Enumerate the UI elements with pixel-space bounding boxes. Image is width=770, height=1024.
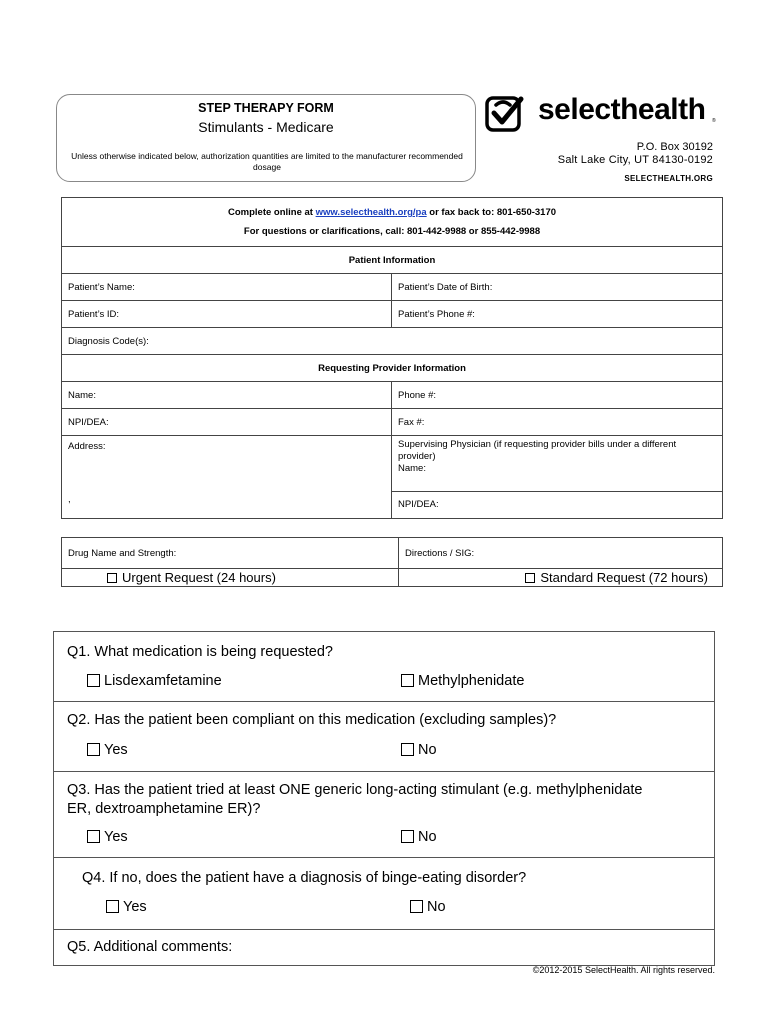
q4-option-no[interactable] [410, 899, 446, 915]
directions-field[interactable]: Directions / SIG: [399, 538, 723, 569]
q1-opt2-label: Methylphenidate [418, 673, 525, 689]
supervising-name-label: Name: [398, 463, 426, 474]
q2-option-no[interactable] [401, 742, 437, 758]
q1-option-methylphenidate[interactable] [401, 673, 524, 689]
q1-methyl-checkbox[interactable] [401, 674, 414, 687]
q3-line2: ER, dextroamphetamine ER)? [67, 801, 261, 817]
q1-lisdex-checkbox[interactable] [87, 674, 100, 687]
drug-name-field[interactable]: Drug Name and Strength: [62, 538, 399, 569]
q4-yes-checkbox[interactable] [106, 900, 119, 913]
q4-no-label: No [427, 899, 446, 915]
q1-option-lisdexamfetamine[interactable] [87, 673, 222, 689]
supervising-physician-field[interactable] [392, 436, 723, 492]
patient-dob-field[interactable]: Patient’s Date of Birth: [392, 274, 723, 301]
provider-npi-field[interactable]: NPI/DEA: [62, 409, 392, 436]
question-1-text: Q1. What medication is being requested? [67, 644, 333, 660]
standard-request-option[interactable] [399, 569, 723, 587]
registered-mark: ® [712, 118, 716, 124]
provider-name-field[interactable]: Name: [62, 382, 392, 409]
pa-link[interactable]: www.selecthealth.org/pa [315, 207, 427, 218]
q3-option-no[interactable] [401, 829, 437, 845]
question-3-section [54, 772, 714, 858]
q4-option-yes[interactable] [106, 899, 147, 915]
provider-address-field[interactable] [62, 436, 392, 519]
address-po-box: P.O. Box 30192 [636, 141, 713, 153]
q3-yes-label: Yes [104, 829, 128, 845]
question-3-text [67, 781, 642, 819]
q2-option-yes[interactable] [87, 742, 128, 758]
patient-id-field[interactable]: Patient’s ID: [62, 301, 392, 328]
form-title: STEP THERAPY FORM [198, 101, 334, 115]
q2-yes-checkbox[interactable] [87, 743, 100, 756]
form-subtitle: Stimulants - Medicare [198, 119, 334, 135]
provider-fax-field[interactable]: Fax #: [392, 409, 723, 436]
address-comma: , [68, 494, 71, 505]
q3-line1: Q3. Has the patient tried at least ONE generic long-acting stimulant (e.g. methylphenidate [67, 782, 643, 798]
questions-box [53, 631, 715, 966]
instructions-cell [62, 198, 723, 247]
question-4-section [54, 858, 714, 930]
form-header-box [56, 94, 476, 182]
urgent-label: Urgent Request (24 hours) [122, 570, 276, 585]
urgent-request-option[interactable] [62, 569, 399, 587]
question-4-text: Q4. If no, does the patient have a diagnosis of binge-eating disorder? [82, 870, 527, 886]
q3-option-yes[interactable] [87, 829, 128, 845]
instructions-suffix: or fax back to: 801-650-3170 [426, 207, 557, 218]
q4-yes-label: Yes [123, 899, 147, 915]
question-5-text: Q5. Additional comments: [67, 939, 233, 955]
dosage-note: Unless otherwise indicated below, authorization quantities are limited to the manufacturer recommended dosage [71, 151, 463, 172]
supervising-npi-field[interactable]: NPI/DEA: [392, 491, 723, 518]
standard-label: Standard Request (72 hours) [540, 570, 708, 585]
address-label: Address: [68, 441, 106, 452]
questions-contact: For questions or clarifications, call: 801-442-9988 or 855-442-9988 [243, 226, 541, 237]
patient-name-field[interactable]: Patient’s Name: [62, 274, 392, 301]
patient-section-header: Patient Information [62, 247, 723, 274]
standard-checkbox[interactable] [525, 573, 535, 583]
q3-no-checkbox[interactable] [401, 830, 414, 843]
drug-request-table [61, 537, 723, 587]
patient-provider-table [61, 197, 723, 519]
selecthealth-logo-text: selecthealth [538, 93, 706, 126]
provider-phone-field[interactable]: Phone #: [392, 382, 723, 409]
urgent-checkbox[interactable] [107, 573, 117, 583]
q4-no-checkbox[interactable] [410, 900, 423, 913]
website-text: SELECTHEALTH.ORG [624, 174, 713, 183]
supervising-label: Supervising Physician (if requesting provider bills under a different provider) [398, 439, 677, 462]
patient-phone-field[interactable]: Patient’s Phone #: [392, 301, 723, 328]
q2-no-label: No [418, 742, 437, 758]
provider-section-header: Requesting Provider Information [62, 355, 723, 382]
address-city: Salt Lake City, UT 84130-0192 [557, 154, 713, 166]
copyright-footer: ©2012-2015 SelectHealth. All rights reserved. [532, 965, 715, 975]
question-1-section [54, 632, 714, 702]
q3-no-label: No [418, 829, 437, 845]
q2-no-checkbox[interactable] [401, 743, 414, 756]
diagnosis-code-field[interactable]: Diagnosis Code(s): [62, 328, 723, 355]
question-2-text: Q2. Has the patient been compliant on this medication (excluding samples)? [67, 712, 557, 728]
selecthealth-logo-icon [485, 95, 525, 133]
instructions-prefix: Complete online at [227, 207, 316, 218]
q2-yes-label: Yes [104, 742, 128, 758]
q1-opt1-label: Lisdexamfetamine [104, 673, 222, 689]
q3-yes-checkbox[interactable] [87, 830, 100, 843]
question-2-section [54, 702, 714, 772]
